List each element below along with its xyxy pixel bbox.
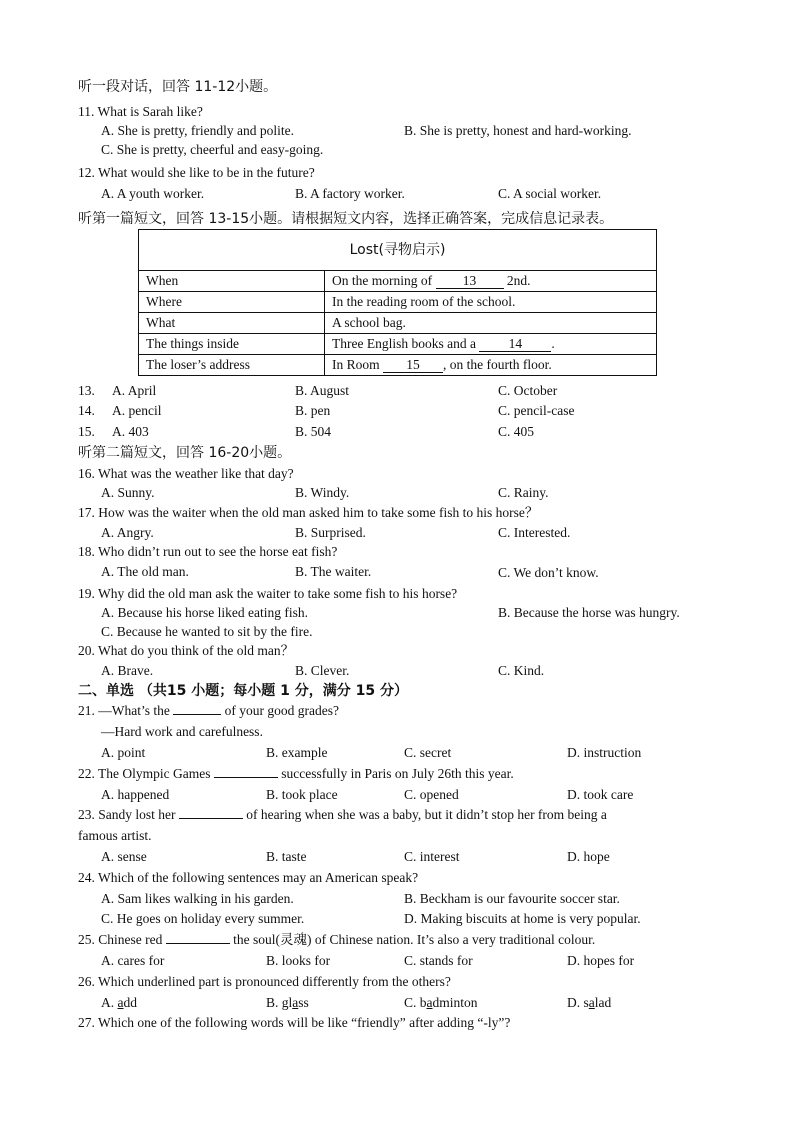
question-15-option-a: A. 403	[112, 424, 149, 439]
question-24-option-d: D. Making biscuits at home is very popular.	[404, 911, 641, 926]
question-23-option-d: D. hope	[567, 849, 610, 864]
question-21-stem: 21. —What’s the of your good grades?	[78, 703, 339, 718]
question-19-option-b: B. Because the horse was hungry.	[498, 605, 680, 620]
answer-blank-13: 13	[436, 273, 504, 289]
question-12-option-c: C. A social worker.	[498, 186, 602, 201]
table-key: When	[139, 271, 325, 292]
question-23-option-b: B. taste	[266, 849, 307, 864]
table-key: What	[139, 313, 325, 334]
question-24-stem: 24. Which of the following sentences may an American speak?	[78, 870, 419, 885]
question-17-option-a: A. Angry.	[101, 525, 154, 540]
question-16-option-c: C. Rainy.	[498, 485, 549, 500]
answer-blank-15: 15	[383, 357, 443, 373]
table-value: On the morning of 13 2nd.	[325, 271, 657, 292]
lost-notice-table	[138, 229, 657, 376]
question-20-option-b: B. Clever.	[295, 663, 350, 678]
question-16-stem: 16. What was the weather like that day?	[78, 466, 294, 481]
table-key: The things inside	[139, 334, 325, 355]
question-20-stem: 20. What do you think of the old man？	[78, 643, 295, 658]
question-26-option-b: B. glass	[266, 995, 309, 1010]
table-value: In the reading room of the school.	[325, 292, 657, 313]
question-13-option-c: C. October	[498, 383, 558, 398]
question-19-stem: 19. Why did the old man ask the waiter to take some fish to his horse?	[78, 586, 458, 601]
question-20-option-c: C. Kind.	[498, 663, 545, 678]
question-23-option-c: C. interest	[404, 849, 460, 864]
question-14-option-a: A. pencil	[112, 403, 162, 418]
question-13-number: 13.	[78, 383, 95, 398]
section-heading-passage-1: 听第一篇短文，回答 13-15小题。请根据短文内容，选择正确答案，完成信息记录表。	[78, 211, 614, 227]
question-25-stem: 25. Chinese red the soul(灵魂) of Chinese nation. It’s also a very traditional colour.	[78, 932, 596, 947]
answer-blank-23	[179, 818, 243, 819]
question-11-option-c: C. She is pretty, cheerful and easy-going.	[101, 142, 324, 157]
table-row	[139, 334, 657, 355]
question-22-option-a: A. happened	[101, 787, 170, 802]
question-23-option-a: A. sense	[101, 849, 147, 864]
question-24-option-b: B. Beckham is our favourite soccer star.	[404, 891, 620, 906]
question-15-option-b: B. 504	[295, 424, 332, 439]
question-18-stem: 18. Who didn’t run out to see the horse eat fish?	[78, 544, 338, 559]
question-25-option-c: C. stands for	[404, 953, 473, 968]
answer-blank-21	[173, 714, 221, 715]
table-row	[139, 313, 657, 334]
question-23-stem: 23. Sandy lost her of hearing when she was a baby, but it didn’t stop her from being a	[78, 807, 607, 822]
question-16-option-b: B. Windy.	[295, 485, 350, 500]
question-16-option-a: A. Sunny.	[101, 485, 155, 500]
table-row	[139, 292, 657, 313]
question-26-stem: 26. Which underlined part is pronounced differently from the others?	[78, 974, 451, 989]
answer-blank-22	[214, 777, 278, 778]
question-24-option-c: C. He goes on holiday every summer.	[101, 911, 305, 926]
question-11-option-a: A. She is pretty, friendly and polite.	[101, 123, 294, 138]
question-17-option-c: C. Interested.	[498, 525, 571, 540]
table-value: In Room 15 , on the fourth floor.	[325, 355, 657, 376]
question-24-option-a: A. Sam likes walking in his garden.	[101, 891, 294, 906]
question-26-option-d: D. salad	[567, 995, 612, 1010]
lost-table-title: Lost(寻物启示)	[139, 230, 657, 271]
table-value: Three English books and a 14 .	[325, 334, 657, 355]
question-22-option-b: B. took place	[266, 787, 338, 802]
question-25-option-a: A. cares for	[101, 953, 165, 968]
answer-blank-25	[166, 943, 230, 944]
table-key: Where	[139, 292, 325, 313]
question-21-reply: —Hard work and carefulness.	[101, 724, 263, 739]
section-heading-passage-2: 听第二篇短文，回答 16-20小题。	[78, 445, 292, 461]
section-heading-single-choice: 二、单选 （共15 小题；每小题 1 分，满分 15 分）	[78, 683, 408, 699]
question-21-option-d: D. instruction	[567, 745, 642, 760]
question-12-stem: 12. What would she like to be in the future?	[78, 165, 315, 180]
table-value: A school bag.	[325, 313, 657, 334]
table-key: The loser’s address	[139, 355, 325, 376]
question-12-option-a: A. A youth worker.	[101, 186, 205, 201]
section-heading-dialogue: 听一段对话，回答 11-12小题。	[78, 79, 278, 95]
question-14-number: 14.	[78, 403, 95, 418]
table-row	[139, 355, 657, 376]
question-18-option-a: A. The old man.	[101, 564, 189, 579]
question-17-option-b: B. Surprised.	[295, 525, 366, 540]
question-26-option-a: A. add	[101, 995, 137, 1010]
question-12-option-b: B. A factory worker.	[295, 186, 405, 201]
answer-blank-14: 14	[479, 336, 551, 352]
question-21-option-b: B. example	[266, 745, 328, 760]
question-18-option-b: B. The waiter.	[295, 564, 372, 579]
question-19-option-a: A. Because his horse liked eating fish.	[101, 605, 308, 620]
question-19-option-c: C. Because he wanted to sit by the fire.	[101, 624, 313, 639]
question-11-stem: 11. What is Sarah like?	[78, 104, 203, 119]
question-25-option-d: D. hopes for	[567, 953, 635, 968]
question-22-option-c: C. opened	[404, 787, 459, 802]
question-22-option-d: D. took care	[567, 787, 634, 802]
question-13-option-a: A. April	[112, 383, 157, 398]
question-15-number: 15.	[78, 424, 95, 439]
question-18-option-c: C. We don’t know.	[498, 565, 599, 580]
question-14-option-b: B. pen	[295, 403, 331, 418]
question-21-option-c: C. secret	[404, 745, 452, 760]
question-11-option-b: B. She is pretty, honest and hard-working.	[404, 123, 632, 138]
question-22-stem: 22. The Olympic Games successfully in Paris on July 26th this year.	[78, 766, 514, 781]
question-25-option-b: B. looks for	[266, 953, 331, 968]
question-27-stem: 27. Which one of the following words will be like “friendly” after adding “-ly”?	[78, 1015, 511, 1030]
question-21-option-a: A. point	[101, 745, 146, 760]
question-15-option-c: C. 405	[498, 424, 535, 439]
question-26-option-c: C. badminton	[404, 995, 478, 1010]
table-row	[139, 271, 657, 292]
question-20-option-a: A. Brave.	[101, 663, 154, 678]
question-13-option-b: B. August	[295, 383, 350, 398]
question-14-option-c: C. pencil-case	[498, 403, 575, 418]
question-17-stem: 17. How was the waiter when the old man asked him to take some fish to his horse？	[78, 505, 539, 520]
question-23-stem-continued: famous artist.	[78, 828, 152, 843]
